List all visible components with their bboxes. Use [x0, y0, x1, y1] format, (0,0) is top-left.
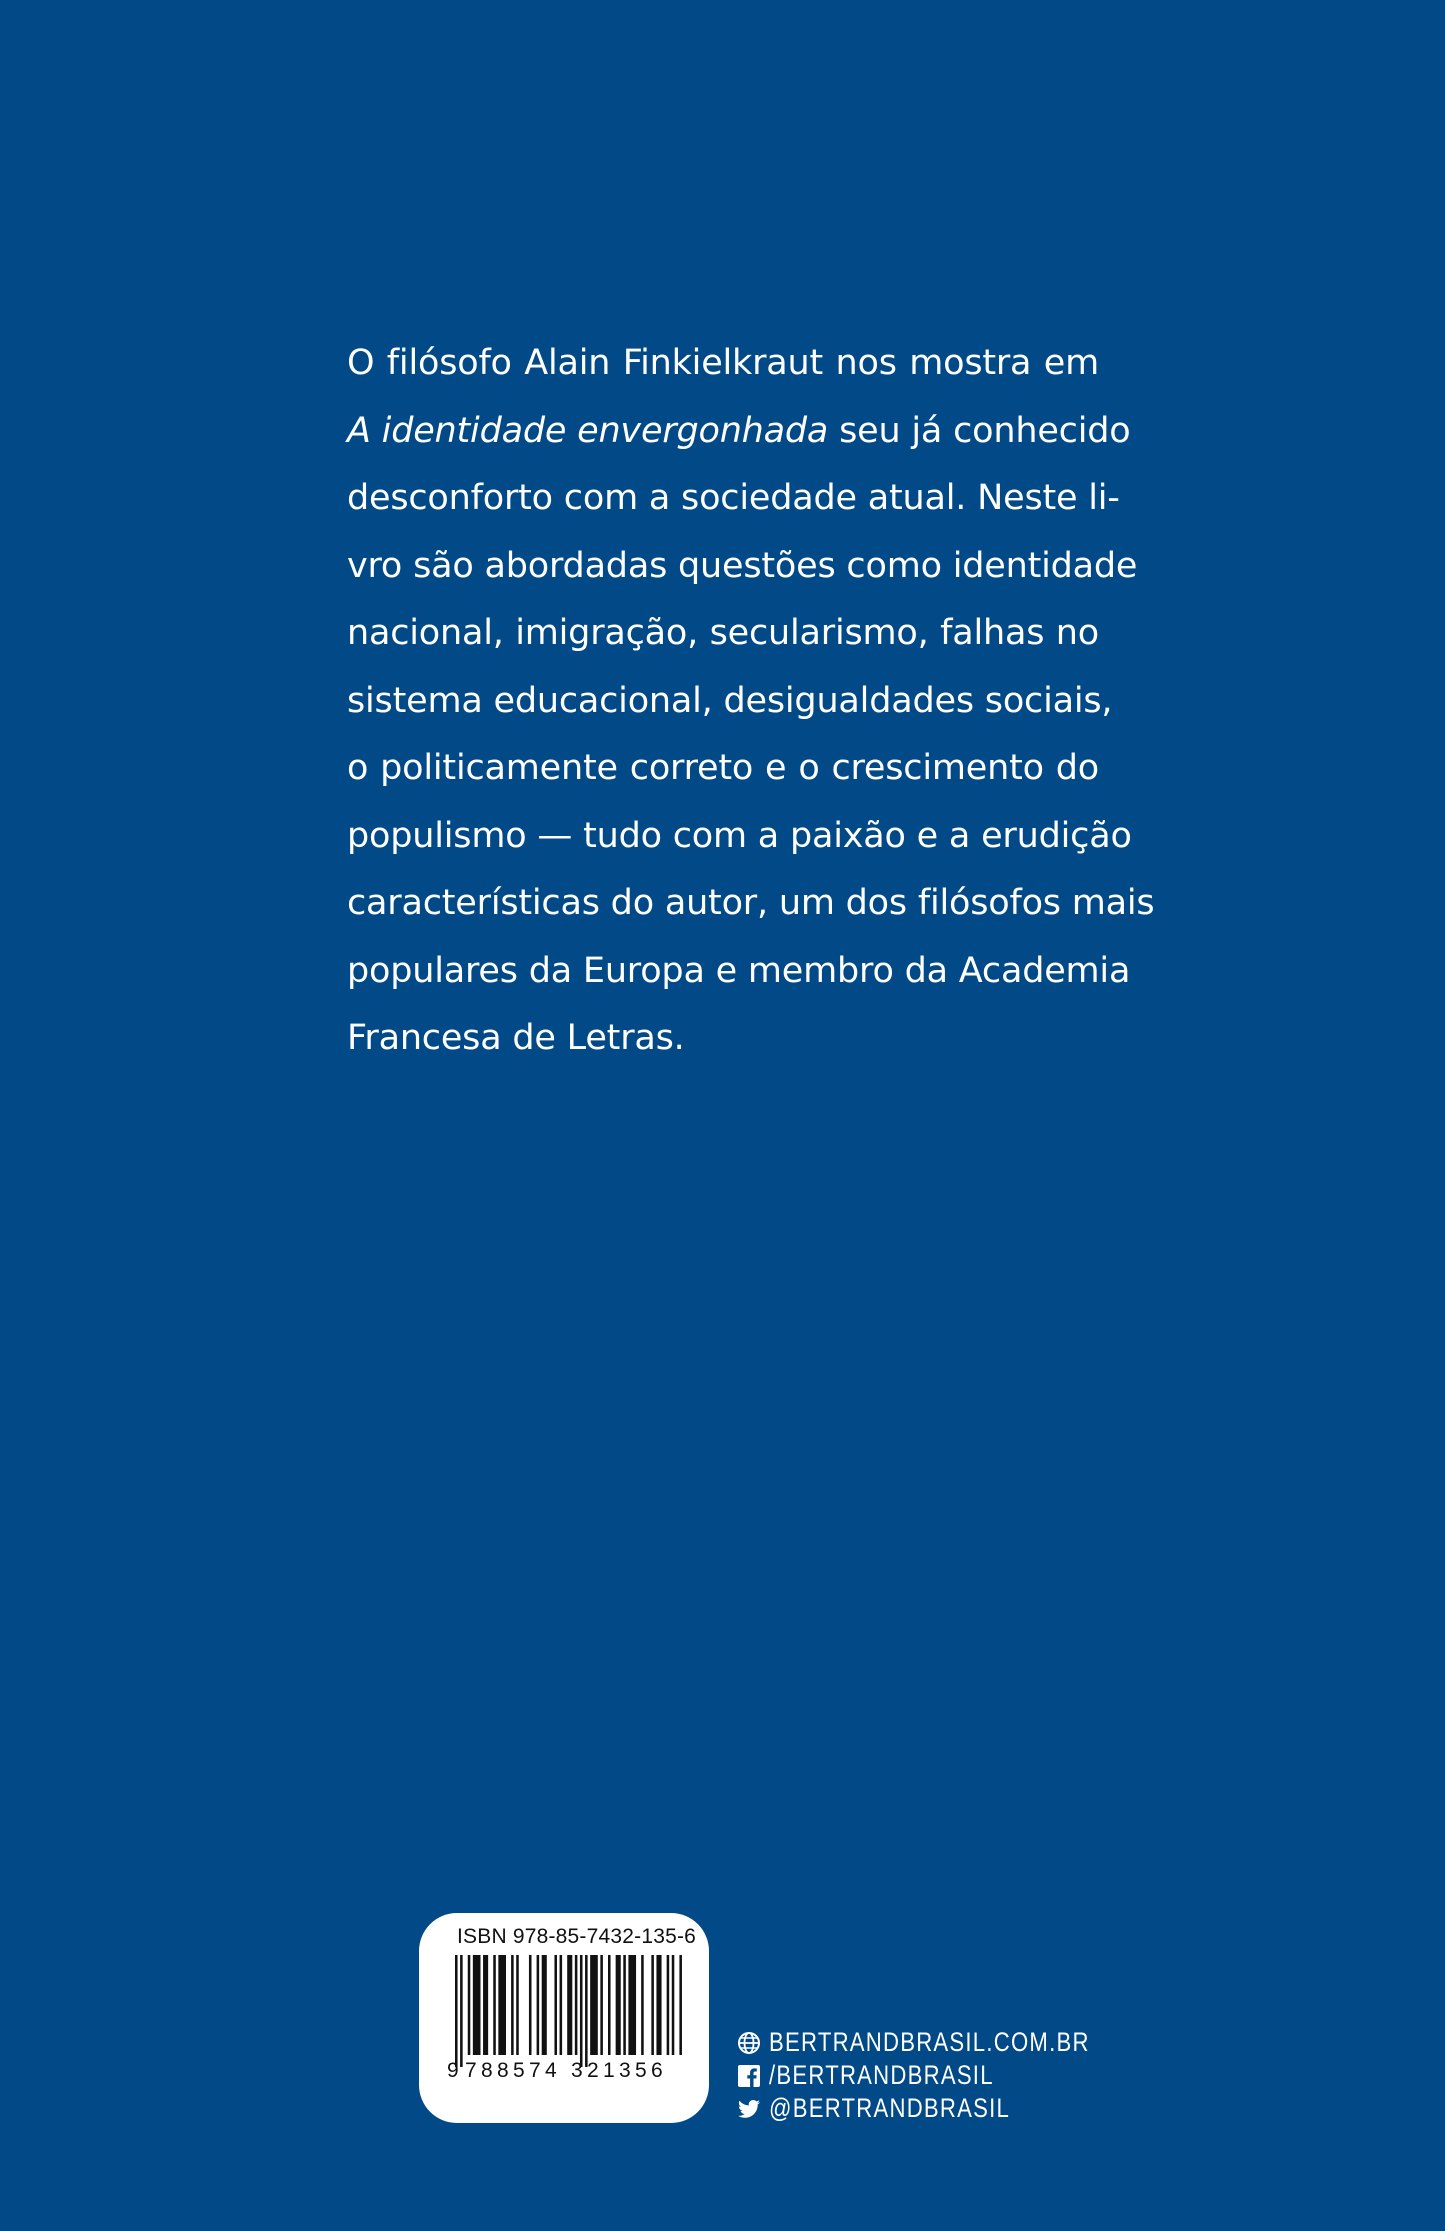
- isbn-barcode-box: [419, 1913, 709, 2123]
- barcode-bar: [651, 1955, 654, 2055]
- barcode-bar: [656, 1955, 661, 2055]
- barcode-bar: [616, 1955, 621, 2055]
- barcode-bar: [590, 1955, 598, 2055]
- twitter-icon: [737, 2097, 761, 2121]
- blurb-line-4: vro são abordadas questões como identidade: [347, 545, 1138, 586]
- barcode-bar: [493, 1955, 496, 2055]
- book-title: A identidade envergonhada: [347, 410, 829, 451]
- barcode-bar: [667, 1955, 670, 2055]
- barcode-digit: 8: [481, 2059, 493, 2082]
- barcode-bar: [567, 1955, 572, 2055]
- barcode-bar: [455, 1955, 458, 2067]
- barcode-digit: 2: [587, 2059, 599, 2082]
- globe-icon: [737, 2031, 761, 2055]
- barcode-bar: [560, 1955, 563, 2055]
- barcode-digit: 7: [465, 2059, 477, 2082]
- barcode-bar: [468, 1955, 471, 2055]
- blurb-line-5: nacional, imigração, secularismo, falhas no: [347, 613, 1099, 653]
- barcode-bar: [641, 1955, 644, 2055]
- barcode-bar: [516, 1955, 519, 2055]
- blurb-line-7: o politicamente correto e o crescimento do: [347, 748, 1099, 788]
- facebook-link[interactable]: /BERTRANDBRASIL: [769, 2060, 994, 2090]
- website-link[interactable]: BERTRANDBRASIL.COM.BR: [769, 2027, 1090, 2057]
- barcode-digit: 4: [545, 2059, 557, 2082]
- barcode-bar: [585, 1955, 588, 2067]
- blurb-line-2: [347, 401, 1131, 469]
- barcode-digit: 9: [447, 2059, 459, 2082]
- barcode-bar: [575, 1955, 578, 2055]
- barcode-bar: [628, 1955, 636, 2055]
- barcode-digit: 5: [635, 2059, 647, 2082]
- blurb-line-1: O filósofo Alain Finkielkraut nos mostra em: [347, 343, 1099, 383]
- barcode-bar: [542, 1955, 547, 2055]
- barcode-bar: [600, 1955, 603, 2055]
- barcode-digit: 8: [497, 2059, 509, 2082]
- blurb-line-9: características do autor, um dos filósofos mais: [347, 883, 1155, 923]
- barcode-bar: [679, 1955, 682, 2055]
- facebook-row[interactable]: [737, 2059, 1160, 2092]
- barcode-digit: 3: [619, 2059, 631, 2082]
- barcode-digit: 7: [529, 2059, 541, 2082]
- barcode-digit: 1: [603, 2059, 615, 2082]
- barcode-digit: 5: [513, 2059, 525, 2082]
- barcode-bar: [608, 1955, 611, 2055]
- blurb-line-11: Francesa de Letras.: [347, 1018, 685, 1058]
- twitter-link[interactable]: @BERTRANDBRASIL: [769, 2093, 1011, 2123]
- blurb-line-2-rest: seu já conhecido: [839, 410, 1131, 451]
- barcode-bar: [623, 1955, 626, 2055]
- back-cover-blurb: [347, 333, 1155, 1076]
- barcode-bar: [473, 1955, 481, 2055]
- blurb-line-3: desconforto com a sociedade atual. Neste li-: [347, 478, 1120, 518]
- barcode-bar: [554, 1955, 557, 2055]
- barcode-bar: [537, 1955, 540, 2055]
- barcode-digit: 6: [651, 2059, 663, 2082]
- blurb-line-6: sistema educacional, desigualdades sociais,: [347, 680, 1113, 721]
- barcode-bar: [460, 1955, 463, 2067]
- barcode-digit: 3: [571, 2059, 583, 2082]
- isbn-label: ISBN 978-85-7432-135-6: [457, 1925, 697, 1948]
- barcode-bar: [498, 1955, 506, 2055]
- facebook-icon: [737, 2064, 761, 2088]
- barcode-bar: [483, 1955, 488, 2055]
- blurb-line-8: populismo — tudo com a paixão e a erudição: [347, 815, 1132, 856]
- barcode-bar: [580, 1955, 583, 2067]
- publisher-contacts: [737, 2026, 1160, 2125]
- barcode-bar: [672, 1955, 675, 2055]
- twitter-row[interactable]: [737, 2092, 1160, 2125]
- blurb-line-10: populares da Europa e membro da Academia: [347, 950, 1131, 991]
- website-row[interactable]: [737, 2026, 1160, 2059]
- barcode-bar: [511, 1955, 514, 2055]
- barcode: [447, 1955, 683, 2067]
- barcode-bar: [529, 1955, 532, 2055]
